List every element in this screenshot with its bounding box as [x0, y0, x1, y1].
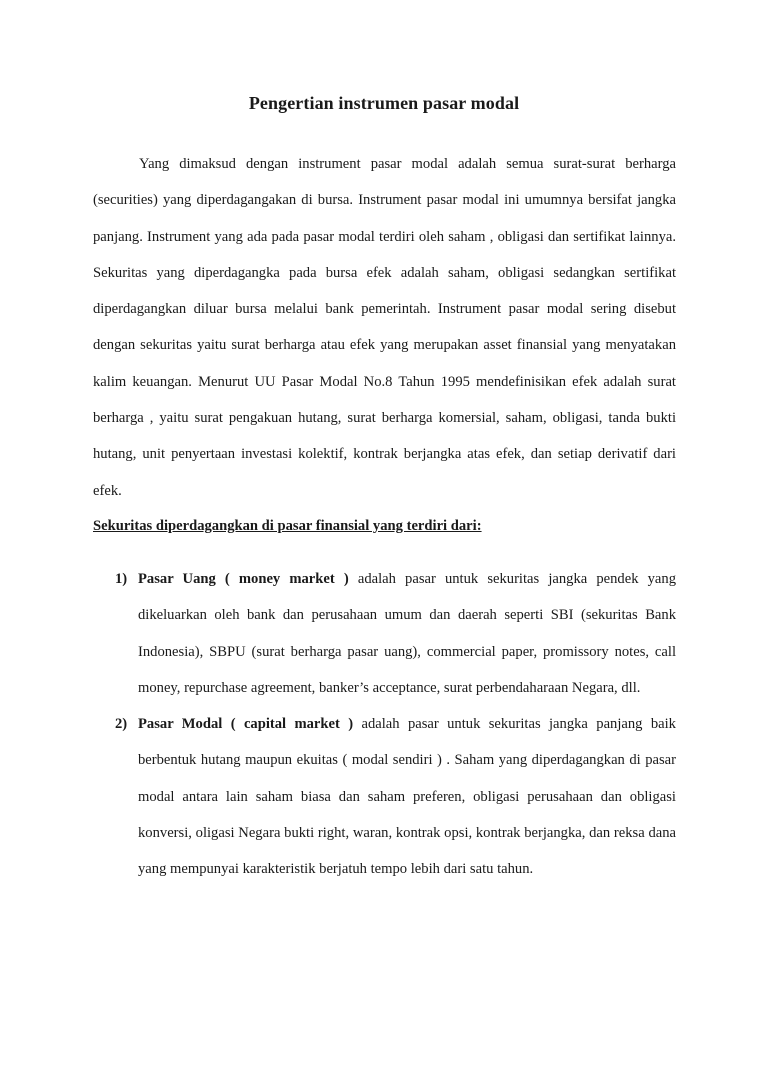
intro-paragraph: Yang dimaksud dengan instrument pasar modal adalah semua surat-surat berharga (securities) yang diperdagangakan di bursa. Instrument pasar modal ini umumnya bersifat jangka panjang. Instrument yang ada pada pasar modal terdiri oleh saham , obligasi dan sertifikat lainnya. Sekuritas yang diperdagangka pada bursa efek adalah saham, obligasi sedangkan sertifikat diperdagangkan diluar bursa melalui bank pemerintah. Instrument pasar modal sering disebut dengan sekuritas yaitu surat berharga atau efek yang merupakan asset finansial yang menyatakan kalim keuangan. Menurut UU Pasar Modal No.8 Tahun 1995 mendefinisikan efek adalah surat berharga , yaitu surat pengakuan hutang, surat berharga komersial, saham, obligasi, tanda bukti hutang, unit penyertaan investasi kolektif, kontrak berjangka atas efek, dan setiap derivatif dari efek. — [93, 156, 676, 499]
section-subheading: Sekuritas diperdagangkan di pasar finansial yang terdiri dari: — [93, 518, 482, 534]
list-item-text: adalah pasar untuk sekuritas jangka pendek yang dikeluarkan oleh bank dan perusahaan umum dan daerah seperti SBI (sekuritas Bank Indonesia), SBPU (surat berharga pasar uang), commercial paper, promissory notes, call money, repurchase agreement, banker’s acceptance, surat perbendaharaan Negara, dll. — [138, 571, 676, 696]
list-item-term: Pasar Uang ( money market ) — [138, 571, 349, 587]
list-item-number: 2) — [115, 716, 128, 733]
list-item — [93, 561, 676, 706]
securities-list — [93, 561, 676, 888]
page-title: Pengertian instrumen pasar modal — [248, 93, 520, 113]
list-item-text: adalah pasar untuk sekuritas jangka panjang baik berbentuk hutang maupun ekuitas ( modal sendiri ) . Saham yang diperdagangkan di pasar modal antara lain saham biasa dan saham preferen, obligasi perusahaan dan obligasi konversi, oligasi Negara bukti right, waran, kontrak opsi, kontrak berjangka, dan reksa dana yang mempunyai karakteristik berjatuh tempo lebih dari satu tahun. — [138, 716, 676, 878]
list-item-term: Pasar Modal ( capital market ) — [138, 716, 354, 733]
list-item — [93, 706, 676, 887]
list-item-number: 1) — [115, 571, 128, 587]
